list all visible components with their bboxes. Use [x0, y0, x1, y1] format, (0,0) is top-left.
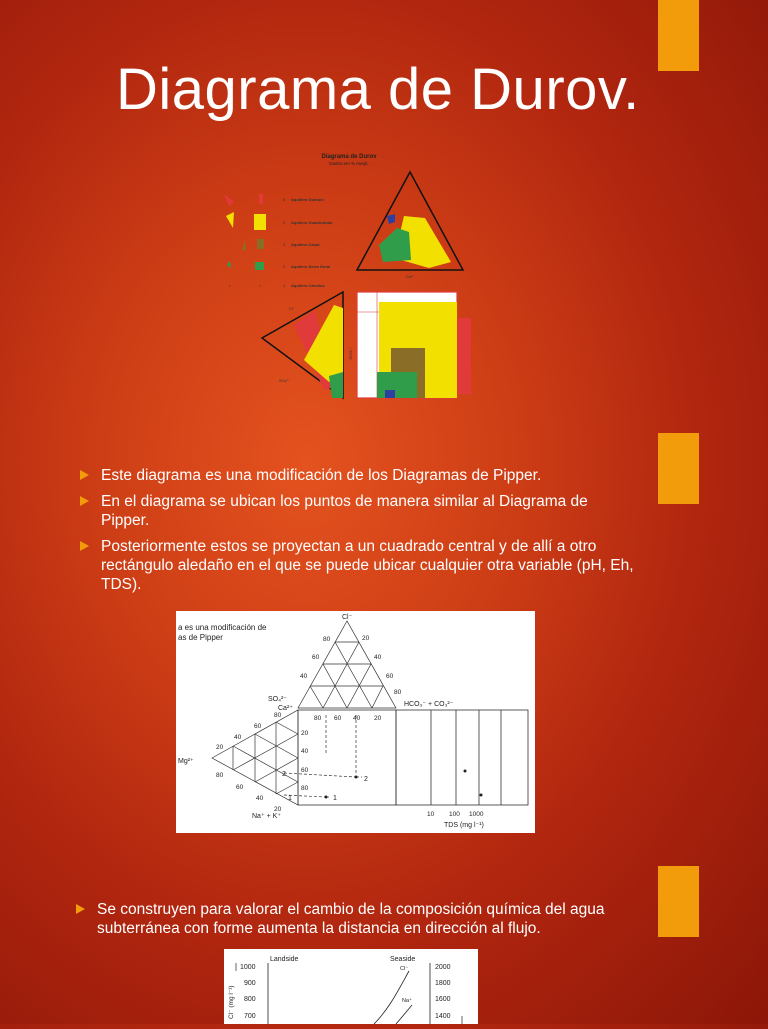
fig3-cl-label: Cl⁻ — [400, 966, 409, 972]
legend-swatch-5 — [224, 194, 234, 206]
fig1-legend — [224, 194, 333, 288]
bullet-list-bottom — [76, 900, 636, 945]
svg-text:80: 80 — [314, 715, 322, 722]
fig1-axis-so4: SO₄²⁻ — [279, 378, 290, 383]
fig2-tick-labels — [216, 635, 484, 818]
svg-text:1: 1 — [333, 795, 337, 802]
legend-mark: • — [259, 283, 261, 288]
legend-num: 2 — [283, 264, 286, 269]
svg-text:60: 60 — [254, 723, 262, 730]
svg-text:80: 80 — [274, 712, 282, 719]
chloride-profile-chart — [224, 949, 478, 1024]
accent-bar-top — [658, 0, 699, 71]
svg-text:1: 1 — [288, 795, 292, 802]
svg-text:1000: 1000 — [469, 811, 484, 818]
svg-text:Cl⁻: Cl⁻ — [342, 614, 353, 621]
svg-text:60: 60 — [386, 673, 394, 680]
fig1-subtitle: Dados em % meq/L — [329, 161, 369, 166]
svg-text:20: 20 — [274, 806, 282, 813]
svg-text:40: 40 — [300, 673, 308, 680]
fig1-left-triangle — [262, 292, 343, 398]
fig2-tds-rectangle — [396, 710, 528, 805]
fig2-header-line2: as de Pipper — [178, 633, 223, 642]
svg-text:40: 40 — [374, 654, 382, 661]
fig3-na-curve — [396, 1005, 412, 1024]
svg-text:20: 20 — [216, 744, 224, 751]
legend-label: Aquífero Serra Geral — [291, 264, 331, 269]
chloride-profile-svg — [224, 949, 478, 1024]
svg-text:TDS (mg l⁻¹): TDS (mg l⁻¹) — [444, 822, 484, 829]
fig2-points — [325, 770, 483, 799]
legend-swatch-4 — [226, 212, 234, 228]
svg-text:1400: 1400 — [435, 1013, 451, 1020]
svg-text:40: 40 — [256, 795, 264, 802]
bullet-arrow-icon — [80, 470, 89, 480]
svg-text:1800: 1800 — [435, 980, 451, 987]
svg-text:2: 2 — [282, 771, 286, 778]
svg-text:80: 80 — [394, 689, 402, 696]
svg-text:900: 900 — [244, 980, 256, 987]
svg-text:1600: 1600 — [435, 996, 451, 1003]
legend-label: Aquífero Guabirotuba — [291, 220, 333, 225]
svg-text:800: 800 — [244, 996, 256, 1003]
svg-text:60: 60 — [334, 715, 342, 722]
fig1-central-square — [348, 292, 471, 398]
legend-label: Aquífero Caiuá — [291, 242, 320, 247]
bullet-item: En el diagrama se ubican los puntos de manera similar al Diagrama de Pipper. — [80, 492, 640, 530]
svg-text:Ca²⁺: Ca²⁺ — [278, 705, 293, 712]
accent-bar-bottom — [658, 866, 699, 937]
fig1-axis-ca: Ca²⁺ — [405, 274, 415, 279]
svg-text:40: 40 — [234, 734, 242, 741]
svg-text:40: 40 — [301, 748, 309, 755]
legend-swatch-5b — [259, 194, 263, 204]
legend-swatch-2b — [255, 262, 264, 270]
bullet-list-top — [80, 466, 640, 601]
svg-text:80: 80 — [301, 785, 309, 792]
bullet-arrow-icon — [80, 496, 89, 506]
legend-label: Aquífero Cárstico — [291, 283, 325, 288]
legend-mark: • — [229, 283, 231, 288]
svg-text:60: 60 — [312, 654, 320, 661]
svg-text:60: 60 — [236, 784, 244, 791]
fig1-axis-cl: Cl⁻ — [289, 306, 295, 311]
legend-label: Aquífero Guarani — [291, 197, 324, 202]
legend-num: 1 — [283, 283, 286, 288]
fig3-left-ticks — [240, 964, 256, 1020]
durov-line-diagram — [176, 611, 535, 833]
durov-colored-diagram — [219, 150, 479, 406]
fig2-projection-lines — [284, 715, 362, 797]
svg-text:HCO₃⁻ + CO₃²⁻: HCO₃⁻ + CO₃²⁻ — [404, 701, 454, 708]
fig3-landside: Landside — [270, 956, 299, 963]
svg-text:80: 80 — [216, 772, 224, 779]
fig1-title: Diagrama de Durov — [321, 154, 377, 160]
legend-num: 5 — [283, 197, 286, 202]
durov-line-svg — [176, 611, 535, 833]
legend-swatch-3b — [257, 239, 264, 249]
bullet-item: Se construyen para valorar el cambio de la composición química del agua subterránea con forme aumenta la distancia en dirección al flujo. — [76, 900, 636, 938]
fig2-top-triangle — [298, 621, 396, 708]
fig3-seaside: Seaside — [390, 956, 416, 963]
svg-text:40: 40 — [353, 715, 361, 722]
svg-text:Na⁺ + K⁺: Na⁺ + K⁺ — [252, 813, 281, 820]
svg-text:1000: 1000 — [240, 964, 256, 971]
svg-text:Mg²⁺: Mg²⁺ — [178, 758, 194, 765]
fig2-center-square — [298, 710, 396, 805]
fig1-top-triangle — [357, 172, 463, 279]
svg-text:2000: 2000 — [435, 964, 451, 971]
accent-bar-middle — [658, 433, 699, 504]
durov-colored-svg — [219, 150, 479, 406]
bullet-arrow-icon — [80, 541, 89, 551]
svg-text:80: 80 — [323, 636, 331, 643]
bullet-item: Posteriormente estos se proyectan a un cuadrado central y de allí a otro rectángulo aledaño en el que se puede ubicar cualquier otra variable (pH, Eh, TDS). — [80, 537, 640, 594]
svg-text:700: 700 — [244, 1013, 256, 1020]
slide-title: Diagrama de Durov. — [116, 57, 640, 122]
svg-text:60: 60 — [301, 767, 309, 774]
svg-text:20: 20 — [374, 715, 382, 722]
legend-num: 3 — [283, 242, 286, 247]
bullet-arrow-icon — [76, 904, 85, 914]
svg-text:2: 2 — [364, 776, 368, 783]
fig3-ylabel: Cl⁻ (mg l⁻¹) — [228, 985, 235, 1019]
svg-text:20: 20 — [301, 730, 309, 737]
fig2-header-line1: a es una modificación de — [178, 623, 267, 632]
fig3-right-ticks — [435, 964, 451, 1020]
legend-num: 4 — [283, 220, 286, 225]
bullet-item: Este diagrama es una modificación de los Diagramas de Pipper. — [80, 466, 640, 485]
svg-text:10: 10 — [427, 811, 435, 818]
svg-text:SO₄²⁻: SO₄²⁻ — [268, 696, 287, 703]
legend-swatch-4b — [254, 214, 266, 230]
svg-text:100: 100 — [449, 811, 460, 818]
fig1-axis-hco3: HCO₃⁻ — [348, 347, 353, 360]
fig2-axis-labels — [178, 614, 484, 829]
legend-swatch-2 — [227, 261, 231, 268]
fig3-na-label: Na⁺ — [402, 998, 412, 1004]
svg-text:20: 20 — [362, 635, 370, 642]
legend-swatch-3 — [242, 240, 246, 250]
